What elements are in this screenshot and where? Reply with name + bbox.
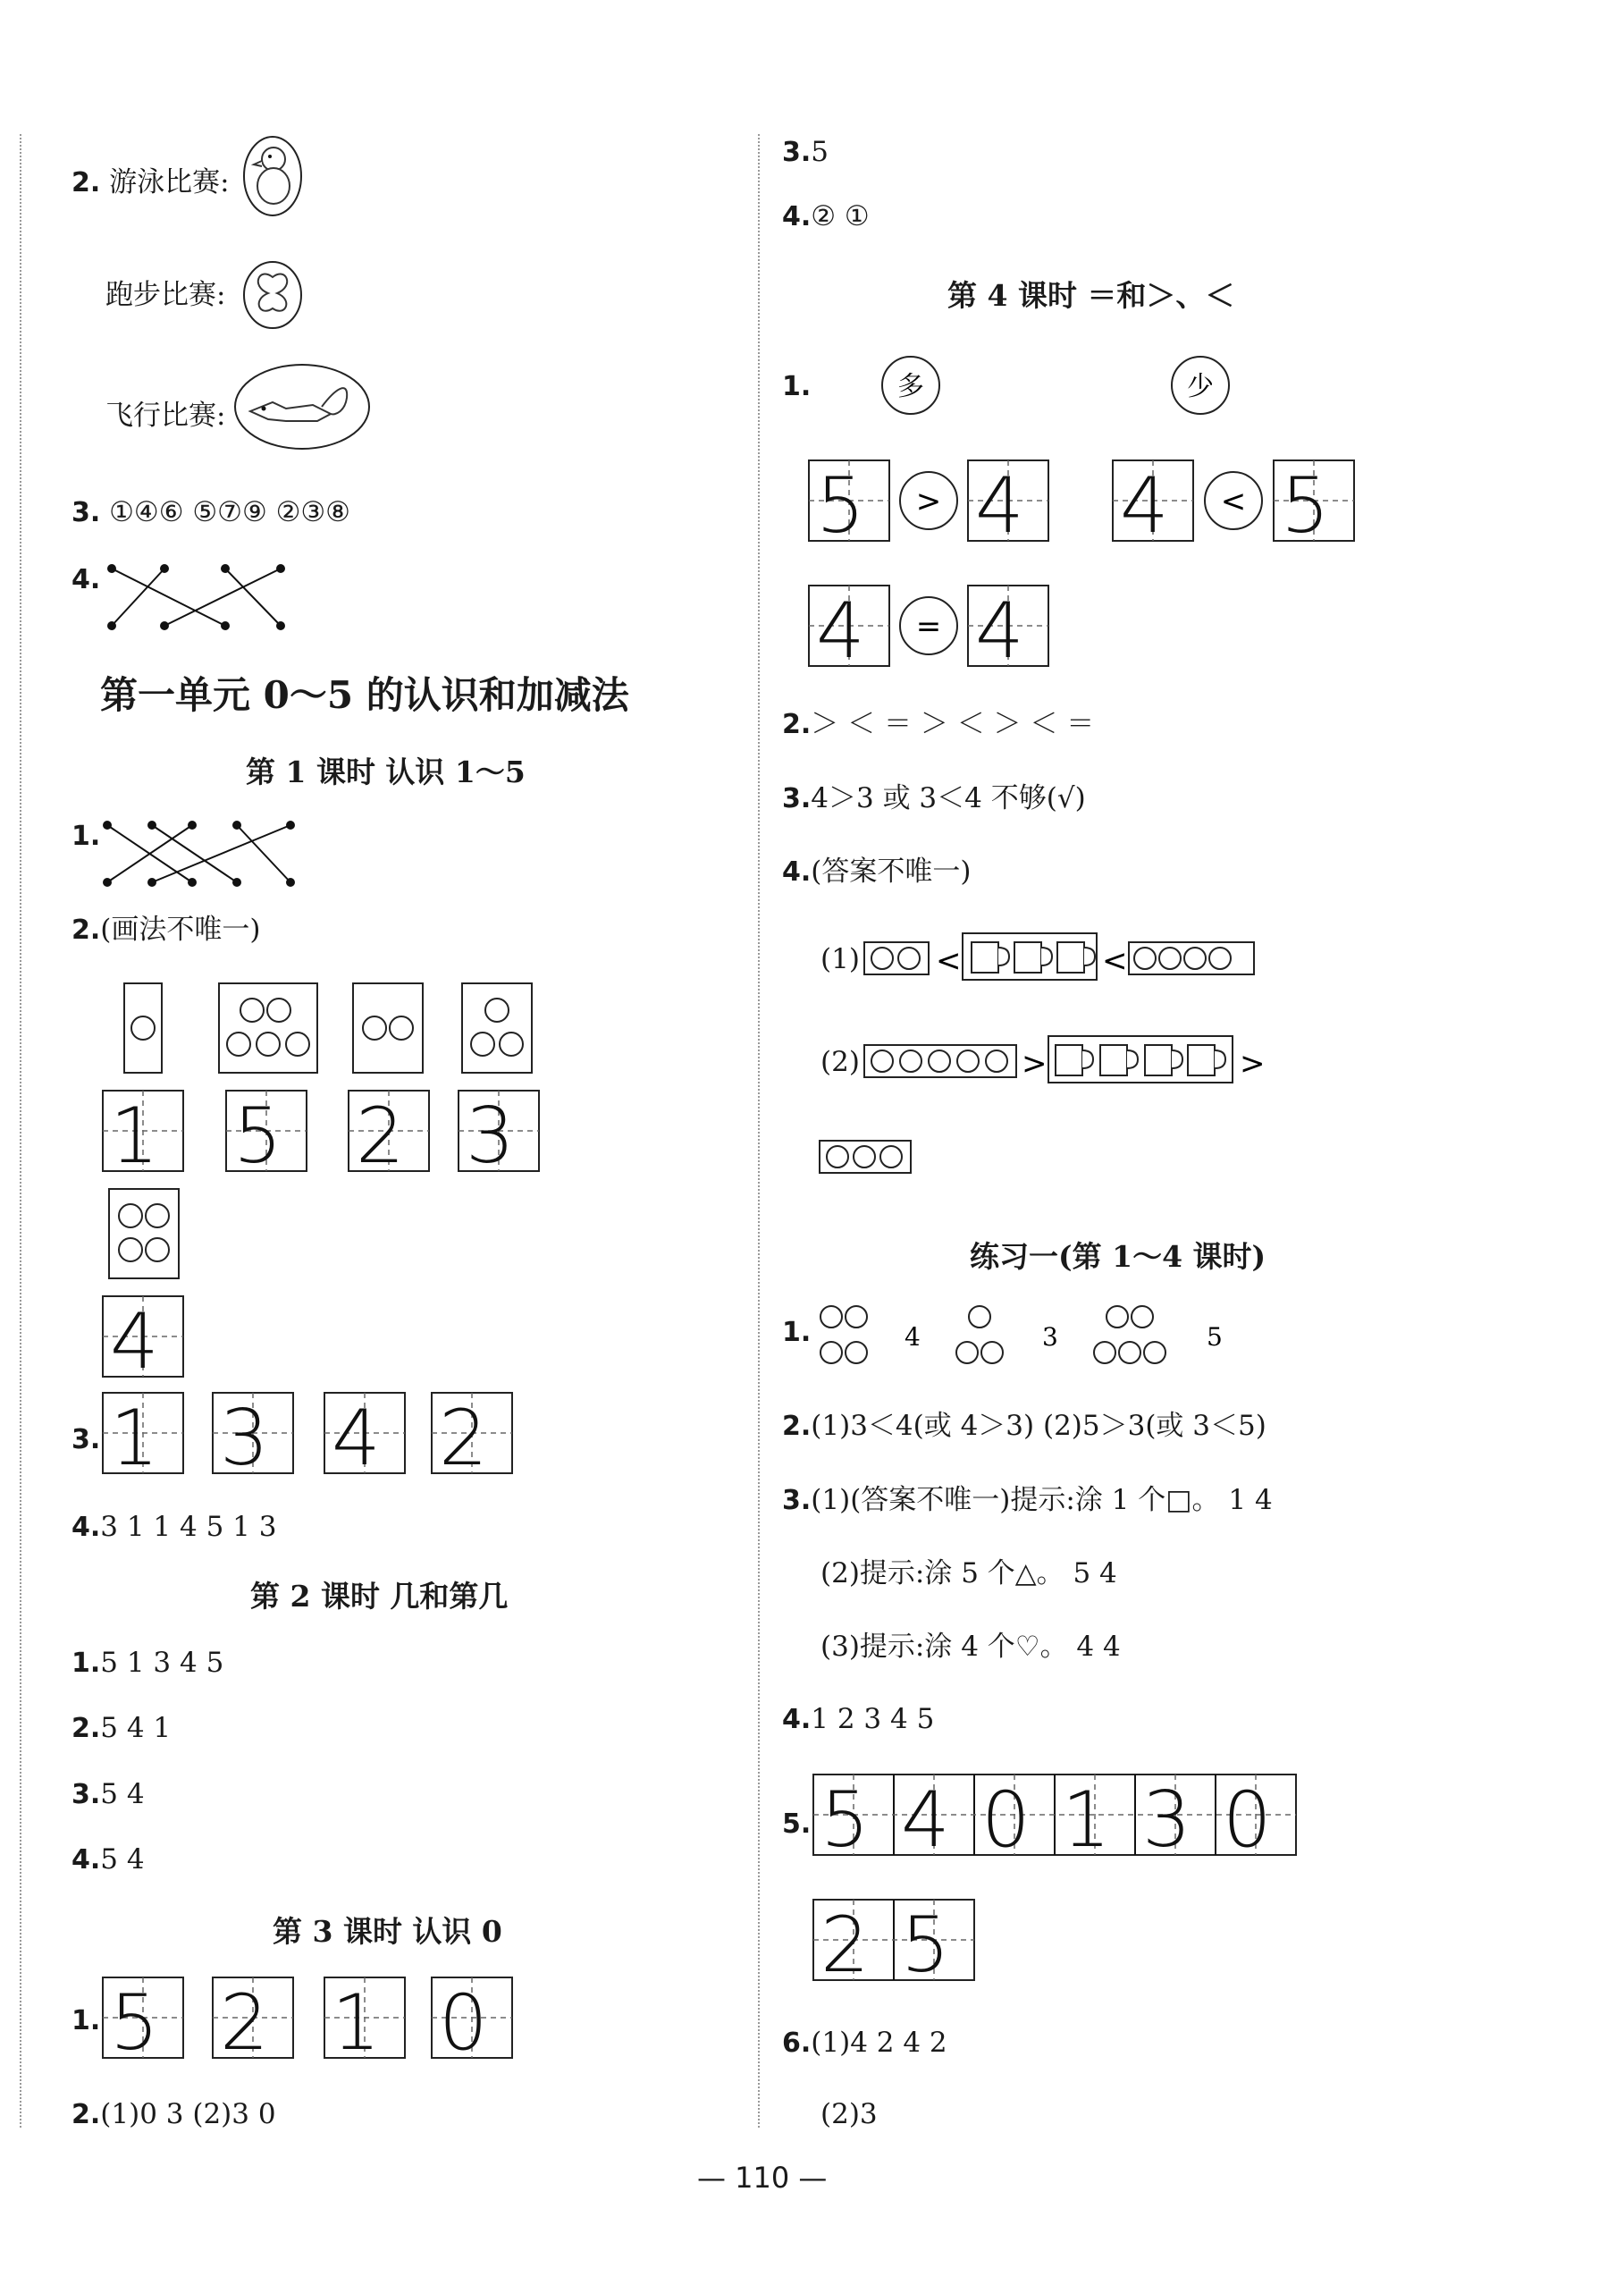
digit: 1 xyxy=(332,1978,381,2068)
lesson4-title: 第 4 课时 ＝和＞、＜ xyxy=(947,278,1235,313)
digit: 3 xyxy=(466,1092,515,1181)
l2-row-3: 3.5 4 xyxy=(72,1778,145,1810)
q3-row xyxy=(72,494,350,531)
svg-text:5: 5 xyxy=(1207,1322,1223,1352)
l3-q2-row: 2.(1)0 3 (2)3 0 xyxy=(72,2098,276,2130)
svg-text:5: 5 xyxy=(901,1901,950,1990)
l4-q3-row: 3.4＞3 或 3＜4 不够(√) xyxy=(782,782,1086,814)
p-q2-row: 2.(1)3＜4(或 4＞3) (2)5＞3(或 3＜5) xyxy=(782,1410,1266,1442)
l4-q4-row: 4.(答案不唯一) xyxy=(782,856,972,888)
l1-q2-note: (画法不唯一) xyxy=(100,914,261,946)
digit: 2 xyxy=(220,1978,269,2068)
cups-compare-1 xyxy=(862,930,1283,983)
svg-text:5: 5 xyxy=(816,461,865,551)
p-q1-circle-groups xyxy=(813,1301,1242,1372)
run-label: 跑步比赛: xyxy=(105,279,226,311)
svg-text:>: > xyxy=(1240,1046,1266,1082)
l1-q2-row: 2.(画法不唯一) xyxy=(72,914,261,946)
l3-q1-number: 1. xyxy=(72,2005,101,2036)
unit-title: 第一单元 0～5 的认识和加减法 xyxy=(100,673,629,717)
writing-grid-p5-row1 xyxy=(813,1775,1300,1865)
svg-text:1: 1 xyxy=(1062,1775,1111,1865)
more-less-circles xyxy=(880,355,1256,417)
three-circles-box xyxy=(818,1137,916,1176)
box-3-circles xyxy=(462,983,532,1073)
svg-text:5: 5 xyxy=(820,1775,870,1865)
writing-grid-l3q1 xyxy=(103,1977,532,2068)
q2-row xyxy=(72,164,230,201)
swim-label: 游泳比赛: xyxy=(109,166,230,198)
fox-image xyxy=(232,362,371,451)
svg-text:<: < xyxy=(1102,943,1128,979)
more-label: 多 xyxy=(897,371,924,402)
l4-q1-number: 1. xyxy=(782,371,812,402)
counter-boxes-row1 xyxy=(121,982,550,1080)
l1-q3-number: 3. xyxy=(72,1424,101,1455)
digit: 3 xyxy=(220,1394,269,1483)
digit: 5 xyxy=(233,1092,282,1181)
r-q3-row: 3.5 xyxy=(782,136,829,168)
digit: 2 xyxy=(356,1092,405,1181)
writing-grid-p5-row2 xyxy=(813,1900,979,1990)
svg-text:4: 4 xyxy=(816,586,865,676)
svg-text:>: > xyxy=(915,484,942,519)
svg-text:>: > xyxy=(1022,1046,1048,1082)
l2-row-2: 2.5 4 1 xyxy=(72,1712,172,1744)
left-margin-line xyxy=(20,134,21,2128)
l1-q4-row: 4.3 1 1 4 5 1 3 xyxy=(72,1511,277,1543)
p-q3-line2: (2)提示:涂 5 个△。 5 4 xyxy=(820,1557,1117,1589)
svg-text:3: 3 xyxy=(1142,1775,1191,1865)
svg-text:4: 4 xyxy=(901,1775,950,1865)
l4-q4-part1: (1) xyxy=(820,943,860,975)
svg-text:2: 2 xyxy=(820,1901,870,1990)
q4-number: 4. xyxy=(72,564,101,595)
svg-text:<: < xyxy=(1220,484,1247,519)
p-q1-number: 1. xyxy=(782,1317,812,1348)
r-q4-row: 4.② ① xyxy=(782,200,870,232)
digit: 0 xyxy=(439,1978,488,2068)
q2-number: 2. xyxy=(72,167,101,198)
duck-image xyxy=(241,134,304,219)
svg-text:4: 4 xyxy=(975,461,1024,551)
compare-row-1 xyxy=(809,460,1363,551)
butterfly-image xyxy=(241,259,304,331)
matching-lines-q4 xyxy=(103,561,299,633)
box-5-circles xyxy=(219,983,317,1073)
less-label: 少 xyxy=(1187,371,1214,402)
digit: 1 xyxy=(110,1394,159,1483)
svg-text:3: 3 xyxy=(1042,1322,1058,1352)
l1-q1-number: 1. xyxy=(72,821,101,852)
l4-q2-row: 2.＞ ＜ ＝ ＞ ＜ ＞ ＜ ＝ xyxy=(782,708,1095,740)
lesson1-title: 第 1 课时 认识 1～5 xyxy=(246,754,526,789)
matching-lines-l1q1 xyxy=(98,818,304,889)
svg-text:0: 0 xyxy=(1223,1775,1272,1865)
lesson3-title: 第 3 课时 认识 0 xyxy=(273,1914,502,1949)
writing-grid-l1q2 xyxy=(103,1091,550,1181)
cups-compare-2 xyxy=(862,1033,1292,1088)
digit: 4 xyxy=(110,1297,159,1387)
svg-text:0: 0 xyxy=(981,1775,1031,1865)
page-number: — 110 — xyxy=(697,2161,828,2195)
p-q4-row: 4.1 2 3 4 5 xyxy=(782,1703,935,1735)
p-q6-row: 6.(1)4 2 4 2 xyxy=(782,2027,947,2059)
box-4-circles xyxy=(107,1187,184,1286)
digit: 2 xyxy=(439,1394,488,1483)
fly-label: 飞行比赛: xyxy=(105,400,226,432)
p-q3-line3: (3)提示:涂 4 个♡。 4 4 xyxy=(820,1631,1121,1663)
practice-title: 练习一(第 1～4 课时) xyxy=(970,1239,1266,1274)
q3-answer: ①④⑥ ⑤⑦⑨ ②③⑧ xyxy=(109,496,350,528)
svg-text:4: 4 xyxy=(905,1322,921,1352)
writing-grid-l1q3 xyxy=(103,1393,532,1483)
q3-number: 3. xyxy=(72,497,101,528)
digit: 1 xyxy=(110,1092,159,1181)
svg-text:4: 4 xyxy=(1120,461,1169,551)
p-q5-number: 5. xyxy=(782,1808,812,1840)
writing-grid-l1q2-4 xyxy=(103,1296,188,1387)
svg-text:=: = xyxy=(915,609,942,645)
l4-q4-part2: (2) xyxy=(820,1046,860,1078)
svg-text:5: 5 xyxy=(1281,461,1330,551)
svg-text:4: 4 xyxy=(975,586,1024,676)
compare-row-2 xyxy=(809,586,1059,676)
l2-row-1: 1.5 1 3 4 5 xyxy=(72,1647,224,1679)
p-q3-row: 3.(1)(答案不唯一)提示:涂 1 个□。 1 4 xyxy=(782,1484,1273,1516)
digit: 4 xyxy=(332,1394,381,1483)
svg-text:<: < xyxy=(936,943,962,979)
lesson2-title: 第 2 课时 几和第几 xyxy=(250,1579,509,1614)
p-q6-line2: (2)3 xyxy=(820,2098,878,2130)
l2-row-4: 4.5 4 xyxy=(72,1843,145,1876)
digit: 5 xyxy=(110,1978,159,2068)
column-divider xyxy=(758,134,760,2128)
